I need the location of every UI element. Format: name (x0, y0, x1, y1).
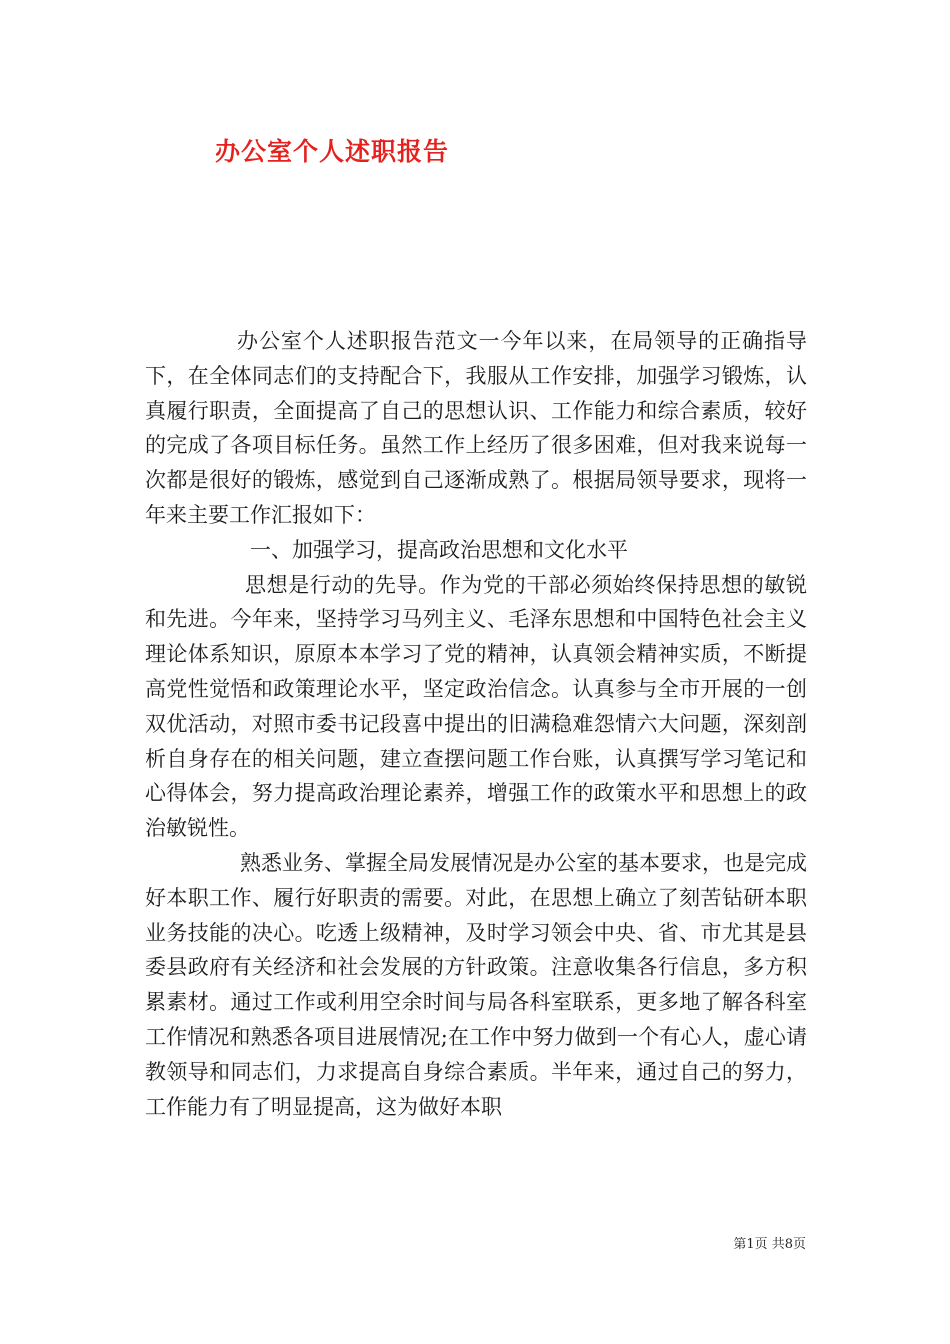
paragraph-business: 熟悉业务、掌握全局发展情况是办公室的基本要求，也是完成好本职工作、履行好职责的需要。对此，在思想上确立了刻苦钻研本职业务技能的决心。吃透上级精神，及时学习领会中央、省、市尤其是县委县政府有关经济和社会发展的方针政策。注意收集各行信息，多方积累素材。通过工作或利用空余时间与局各科室联系，更多地了解各科室工作情况和熟悉各项目进展情况;在工作中努力做到一个有心人，虚心请教领导和同志们，力求提高自身综合素质。半年来，通过自己的努力，工作能力有了明显提高，这为做好本职 (145, 850, 807, 1119)
section-heading: 一、加强学习，提高政治思想和文化水平 (250, 537, 628, 562)
paragraph-intro: 办公室个人述职报告范文一今年以来，在局领导的正确指导下，在全体同志们的支持配合下，我服从工作安排，加强学习锻炼，认真履行职责，全面提高了自己的思想认识、工作能力和综合素质，较好的完成了各项目标任务。虽然工作上经历了很多困难，但对我来说每一次都是很好的锻炼，感觉到自己逐渐成熟了。根据局领导要求，现将一年来主要工作汇报如下： (145, 329, 807, 527)
document-title: 办公室个人述职报告 (215, 137, 450, 166)
paragraph-thought: 思想是行动的先导。作为党的干部必须始终保持思想的敏锐和先进。今年来，坚持学习马列主义、毛泽东思想和中国特色社会主义理论体系知识，原原本本学习了党的精神，认真领会精神实质，不断提高党性觉悟和政策理论水平，坚定政治信念。认真参与全市开展的一创双优活动，对照市委书记段喜中提出的旧满稳难怨情六大问题，深刻剖析自身存在的相关问题，建立查摆问题工作台账，认真撰写学习笔记和心得体会，努力提高政治理论素养，增强工作的政策水平和思想上的政治敏锐性。 (145, 572, 807, 841)
document-body (145, 324, 807, 1124)
page-number: 第1页 共8页 (733, 1237, 806, 1252)
